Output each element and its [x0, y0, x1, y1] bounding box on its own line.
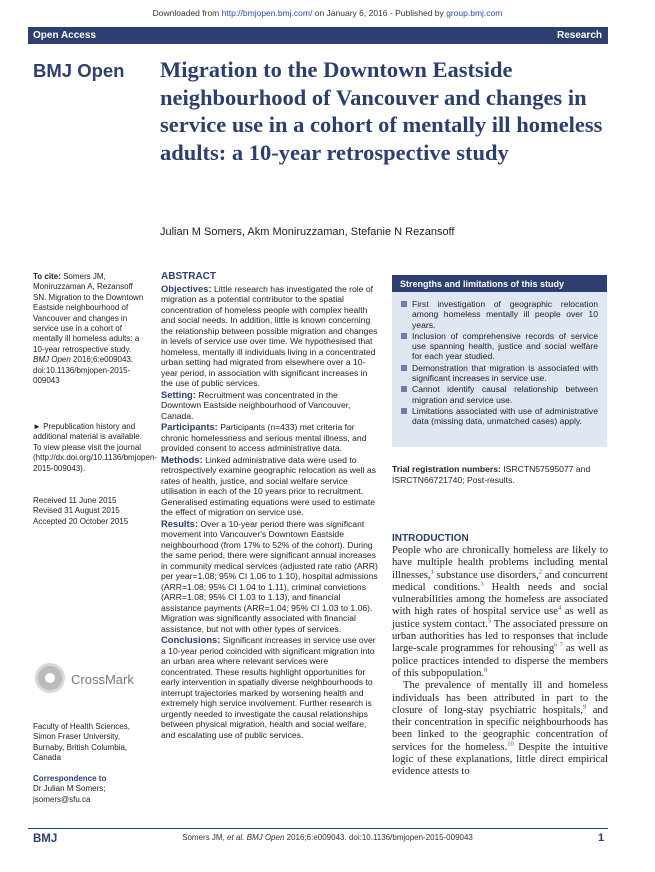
strengths-box — [392, 275, 607, 447]
correspondence-label: Correspondence to — [33, 774, 107, 783]
download-prefix: Downloaded from — [152, 8, 220, 18]
received-date: Received 11 June 2015 — [33, 496, 117, 505]
methods-text: Linked administrative data were used to retrospectively examine geographic relocation as well as rates of health, justice, and social welfare service utilisation in each of the 10 years prior to recruitment. Generalised estimating equations were used to estimate the effect of migration on service use. — [161, 454, 376, 517]
strength-text: Demonstration that migration is associated with significant increases in service use. — [412, 362, 598, 384]
prepub-notice — [33, 422, 157, 474]
ref-link[interactable]: 8 — [484, 666, 488, 674]
bullet-icon — [401, 301, 407, 307]
setting-text: Recruitment was concentrated in the Downtown Eastside neighbourhood of Vancouver, Canada. — [161, 389, 351, 421]
list-item — [401, 331, 598, 362]
correspondence-block — [33, 774, 145, 805]
download-mid: on January 6, 2016 - Published by — [314, 8, 444, 18]
footer-divider — [28, 828, 608, 829]
objectives-label: Objectives: — [161, 282, 212, 294]
ref-link[interactable]: 2 — [538, 568, 542, 576]
abstract-methods — [161, 455, 379, 518]
citation-block — [33, 272, 145, 386]
accepted-date: Accepted 20 October 2015 — [33, 516, 129, 526]
crossmark-label: CrossMark — [71, 672, 134, 687]
abstract-heading: ABSTRACT — [161, 271, 216, 282]
cite-rest: 2016;6:e009043. doi:10.1136/bmjopen-2015-009043 — [33, 355, 134, 386]
crossmark-icon — [35, 663, 65, 693]
trial-registration — [392, 464, 610, 485]
bullet-icon — [401, 365, 407, 371]
ref-link[interactable]: 9 — [583, 703, 587, 711]
journal-name: BMJ Open — [33, 60, 125, 81]
conclusions-label: Conclusions: — [161, 634, 221, 645]
strength-text: First investigation of geographic relocation among homeless mentally ill people over 10 years. — [412, 299, 598, 330]
download-link[interactable]: http://bmjopen.bmj.com/ — [221, 8, 313, 18]
trial-text: ISRCTN57595077 and ISRCTN66721740; Post-results. — [392, 464, 591, 485]
strength-text: Cannot identify causal relationship between migration and service use. — [412, 384, 598, 405]
cite-label: To cite: — [33, 272, 61, 281]
bullet-icon — [401, 386, 407, 392]
cite-journal: BMJ Open — [33, 355, 71, 365]
strengths-list — [392, 292, 607, 427]
cite-text: Somers JM, Moniruzzaman A, Rezansoff SN. Migration to the Downtown Eastside neighbourhood of Vancouver and changes in service use in a cohort of mentally ill homeless adults: a 10-year retrospective study. — [33, 272, 144, 354]
methods-label: Methods: — [161, 453, 203, 465]
objectives-text: Little research has investigated the role of migration as a potential contributor to the spatial concentration of homeless people with complex health and social needs. In addition, little is known concerning the relationship between possible migration and changes in levels of service use over time. We hypothesised that homeless, mentally ill individuals living in a concentrated urban setting had migrated from elsewhere over a 10-year period, in association with significant increases in the use of public services. — [161, 283, 378, 388]
bullet-icon — [401, 333, 407, 339]
footer-journal: BMJ Open — [246, 833, 285, 842]
bmj-logo: BMJ — [33, 833, 58, 845]
footer-doi: 2016;6:e009043. doi:10.1136/bmjopen-2015-009043 — [286, 833, 473, 842]
dates-block — [33, 496, 145, 527]
intro-body — [392, 545, 608, 779]
participants-text: Participants (n=433) met criteria for chronic homelessness and serious mental illness, and provided consent to access administrative data. — [161, 422, 367, 453]
affiliation: Faculty of Health Sciences, Simon Fraser University, Burnaby, British Columbia, Canada — [33, 722, 130, 763]
prepub-icon: ► — [33, 422, 44, 431]
list-item — [401, 363, 598, 384]
ref-link[interactable]: 5 — [487, 617, 492, 625]
section-label: Research — [556, 30, 602, 41]
publisher-link[interactable]: group.bmj.com — [446, 8, 503, 18]
revised-date: Revised 31 August 2015 — [33, 506, 120, 516]
footer-etal: et al. — [227, 833, 245, 842]
strength-text: Limitations associated with use of administrative data (missing data, unmatched cases) apply. — [412, 405, 598, 427]
results-text: Over a 10-year period there was significant movement into Vancouver's Downtown Eastside neighbourhood (from 17% to 52% of the cohort). During the same period, there were significant annual increases in community medical services (adjusted rate ratio (ARR) per year=1.08; 95% CI 1.06 to 1.10), hospital admissions (ARR=1.08; 95% CI 1.04 to 1.11), criminal convictions (ARR=1.08; 95% CI 1.03 to 1.13), and financial assistance payments (ARR=1.04; 95% CI 1.03 to 1.06). Migration was significantly associated with financial assistance, but not with other types of services. — [161, 518, 378, 634]
download-notice — [0, 8, 655, 18]
ref-link[interactable]: 10 — [507, 740, 514, 748]
ref-link[interactable]: 6 7 — [554, 641, 563, 649]
trial-label: Trial registration numbers: — [392, 464, 501, 474]
footer-citation — [0, 833, 655, 842]
article-title: Migration to the Downtown Eastside neighbourhood of Vancouver and changes in service use in a cohort of mentally ill homeless adults: a 10-year retrospective study — [160, 57, 603, 165]
abstract-results — [161, 519, 379, 635]
abstract-participants — [161, 422, 379, 454]
results-label: Results: — [161, 517, 198, 529]
author-list: Julian M Somers, Akm Moniruzzaman, Stefanie N Rezansoff — [160, 226, 455, 238]
header-bar — [28, 27, 608, 44]
correspondence-text: Dr Julian M Somers; jsomers@sfu.ca — [33, 784, 106, 804]
page-number: 1 — [598, 832, 605, 844]
footer-authors: Somers JM, — [182, 833, 225, 842]
list-item — [401, 406, 598, 427]
abstract — [161, 272, 379, 741]
participants-label: Participants: — [161, 421, 218, 432]
intro-heading: INTRODUCTION — [392, 533, 469, 544]
ref-link[interactable]: 4 — [557, 604, 562, 612]
conclusions-text: Significant increases in service use over a 10-year period coincided with significant migration into an urban area where relevant services were concentrated. These results highlight opportunities for early intervention in spatially diverse neighbourhoods to interrupt trajectories marked by worsening health and extremely high service involvement. Further research is urgently needed to investigate the causal relationships between physical migration, health and social welfare, and escalating use of public services. — [161, 635, 376, 740]
setting-label: Setting: — [161, 388, 196, 400]
ref-link[interactable]: 3 — [480, 580, 484, 588]
prepub-text[interactable]: Prepublication history and additional material is available. To view please visit the journal (http://dx.doi.org/10.1136/bmjopen-2015-009043). — [33, 422, 157, 473]
open-access-label: Open Access — [33, 30, 96, 41]
intro-paragraph-1: People who are chronically homeless are likely to have multiple health problems including mental illnesses,$^1$ substance use disorders,$^2$ and concurrent medical conditions.$^3$ Health needs and social vulnerabilities among the homeless are associated with high rates of hospital service use$^4$ as well as justice system contact.$^5$ The associated pressure on urban authorities has led to responses that include large-scale programmes for rehousing$^{6 7}$ as well as police practices intended to disperse the members of this subpopulation.$^8$ — [392, 545, 609, 679]
list-item — [401, 299, 598, 330]
abstract-objectives — [161, 284, 379, 389]
list-item — [401, 384, 598, 405]
abstract-setting — [161, 390, 379, 422]
abstract-conclusions — [161, 635, 379, 740]
strength-text: Inclusion of comprehensive records of service use spanning health, justice and social welfare for each year studied. — [412, 330, 598, 362]
bullet-icon — [401, 408, 407, 414]
ref-link[interactable]: 1 — [430, 568, 434, 576]
strengths-heading: Strengths and limitations of this study — [392, 275, 607, 292]
intro-paragraph-2: The prevalence of mentally ill and homeless individuals has been attributed in part to the closure of long-stay psychiatric hospitals,$^9$ and their concentration in specific neighbourhoods has been linked to the geographic concentration of services for the homeless.$^{10}$ Despite the intuitive logic of these explanations, little direct empirical evidence attests to — [392, 680, 609, 778]
crossmark-badge[interactable] — [33, 663, 145, 697]
